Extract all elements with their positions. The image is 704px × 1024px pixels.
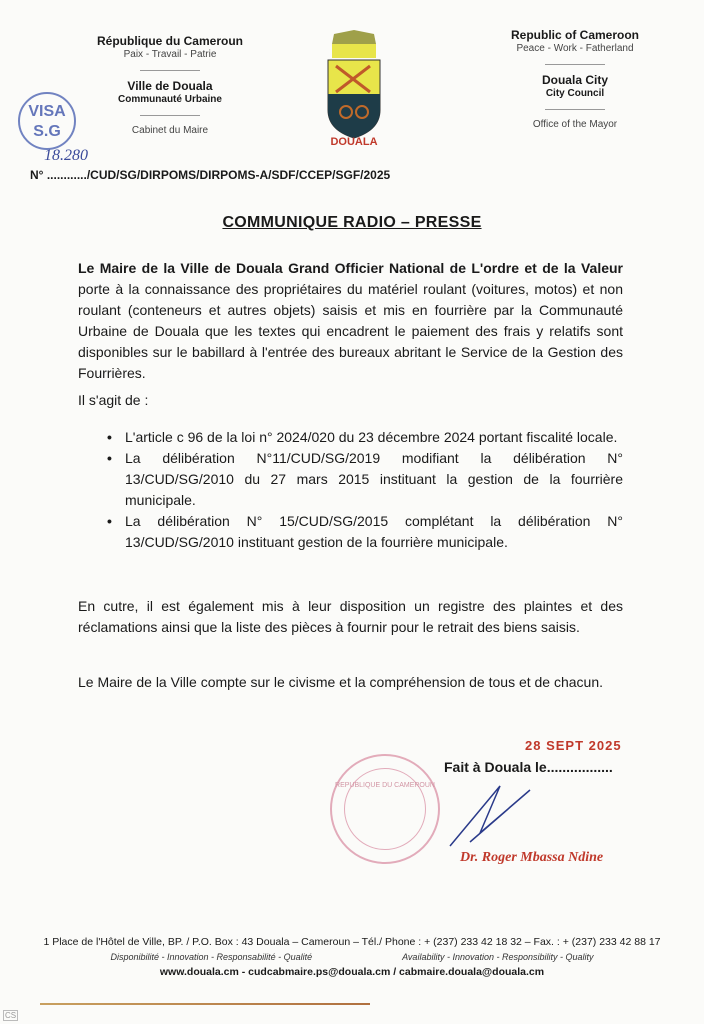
divider (545, 109, 605, 110)
city-en: Douala City (541, 73, 608, 87)
country-fr: République du Cameroun (96, 34, 243, 48)
reference-line (30, 147, 391, 182)
reference-code: ............/CUD/SG/DIRPOMS/DIRPOMS-A/SDF/CCEP/SGF/2025 (46, 168, 391, 182)
list-intro: Il s'agit de : (78, 392, 149, 408)
list-item: • L'article c 96 de la loi n° 2024/020 du 23 décembre 2024 portant fiscalité locale. (125, 427, 623, 448)
official-seal (330, 754, 440, 864)
list-item: • La délibération N°11/CUD/SG/2019 modifiant la délibération N° 13/CUD/SG/2010 du 27 mars 2015 instituant la gestion de la fourrière municipale. (125, 448, 623, 511)
country-en: Republic of Cameroon (510, 28, 639, 42)
list-item: • La délibération N° 15/CUD/SG/2015 complétant la délibération N° 13/CUD/SG/2010 instituant gestion de la fourrière municipale. (125, 511, 623, 553)
motto-fr: Paix - Travail - Patrie (123, 49, 217, 60)
paragraph-registry: En cutre, il est également mis à leur disposition un registre des plaintes et des réclamations ainsi que la liste des pièces à fournir pour le retrait des biens saisis. (78, 598, 623, 635)
intro-text: porte à la connaissance des propriétaires du matériel roulant (voitures, motos) et non roulant (conteneurs et autres objets) saisis et mis en fourrière par la Communauté Urbaine de Douala que les textes qui encadrent le paiement des frais y relatifs sont disponibles sur le babillard à l'entrée des bureaux abritant le Service de la Gestion des Fourrières. (78, 281, 623, 381)
scanner-mark: CS (5, 1011, 17, 1020)
city-fr: Ville de Douala (127, 79, 213, 93)
texts-list (125, 427, 623, 553)
intro-paragraph (78, 258, 623, 384)
intro-bold: Le Maire de la Ville de Douala Grand Officier National de L'ordre et de la Valeur (78, 260, 623, 276)
douala-coat-of-arms-logo (324, 30, 384, 150)
handwritten-number: 18.280 (44, 147, 88, 164)
signature-place: Fait à Douala le................. (444, 759, 613, 775)
council-fr: Communauté Urbaine (118, 94, 222, 105)
visa-stamp: VISA S.G (18, 92, 76, 150)
signature-scribble (440, 778, 540, 848)
council-en: City Council (545, 88, 605, 99)
header-right (490, 28, 660, 132)
office-en: Office of the Mayor (532, 119, 618, 130)
divider (545, 64, 605, 65)
footer-values-fr: Disponibilité - Innovation - Responsabilité - Qualité (110, 952, 313, 962)
footer-values-en: Availability - Innovation - Responsibility - Quality (402, 952, 594, 962)
logo-text: DOUALA (330, 136, 378, 148)
signature-date-stamp: 28 SEPT 2025 (525, 738, 622, 753)
paragraph-closing: Le Maire de la Ville compte sur le civisme et la compréhension de tous et de chacun. (78, 674, 604, 690)
header-left (85, 34, 255, 138)
signatory-name: Dr. Roger Mbassa Ndine (460, 850, 604, 865)
footer (0, 935, 704, 980)
office-fr: Cabinet du Maire (131, 125, 209, 136)
divider (140, 115, 200, 116)
motto-en: Peace - Work - Fatherland (516, 43, 634, 54)
footer-rule (40, 1003, 370, 1005)
divider (140, 70, 200, 71)
page-title: COMMUNIQUE RADIO – PRESSE (222, 214, 482, 231)
footer-address: 1 Place de l'Hôtel de Ville, BP. / P.O. Box : 43 Douala – Cameroun – Tél./ Phone : + (237) 233 42 18 32 – Fax. : + (237) 233 42 88 17 (43, 936, 661, 948)
footer-web: www.douala.cm - cudcabmaire.ps@douala.cm / cabmaire.douala@douala.cm (159, 966, 545, 978)
seal-text: REPUBLIQUE DU CAMEROUN (335, 782, 435, 789)
reference-prefix: N° (30, 168, 44, 182)
